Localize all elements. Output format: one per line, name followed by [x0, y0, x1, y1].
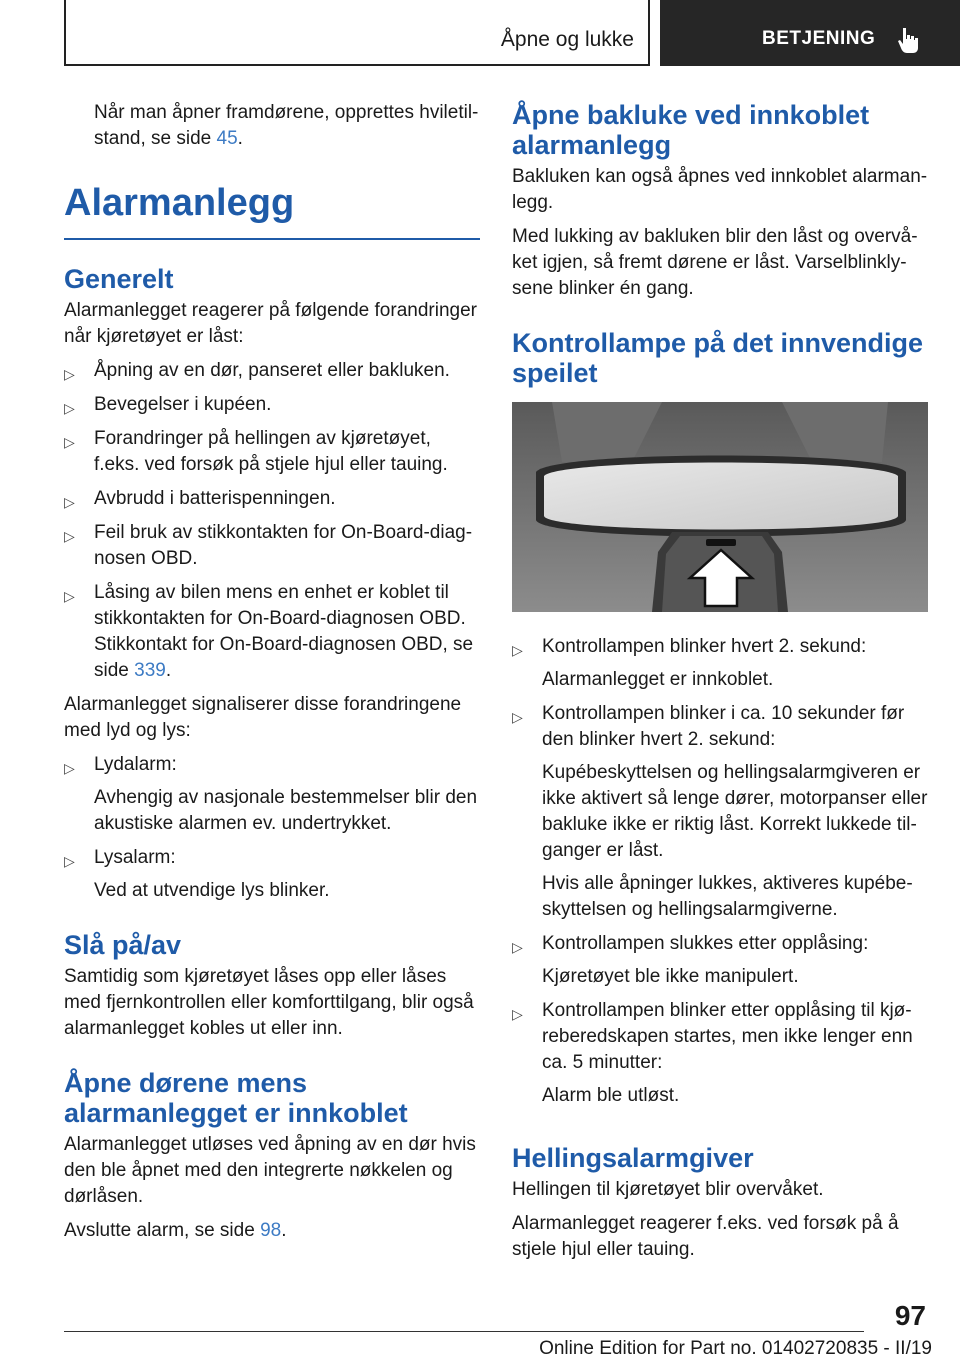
- list-item-description: Hvis alle åpninger lukkes, aktiveres kupébe‐skyttelsen og hellingsalarmgiverne.: [542, 873, 913, 920]
- avslutte-alarm-text-end: .: [281, 1220, 287, 1241]
- list-item-description: Alarm ble utløst.: [542, 1085, 680, 1106]
- avslutte-alarm-text: Avslutte alarm, se side: [64, 1220, 261, 1241]
- list-item: [64, 752, 480, 837]
- bullet-triangle-icon: ▷: [512, 642, 523, 658]
- list-item-text: Bevegelser i kupéen.: [94, 394, 272, 415]
- list-item-label: Lysalarm:: [94, 847, 176, 868]
- list-item: [64, 520, 480, 572]
- list-item: [512, 998, 928, 1109]
- list-item-description: Ved at utvendige lys blinker.: [94, 880, 330, 901]
- section-heading-kontrollampe: Kontrollampe på det innvendige speilet: [512, 328, 924, 388]
- helling-paragraph-2: Alarmanlegget reagerer f.eks. ved forsøk på å stjele hjul eller tauing.: [512, 1213, 899, 1260]
- list-item: [64, 845, 480, 904]
- section-helling: [512, 1143, 928, 1263]
- page-link-339[interactable]: 339: [134, 660, 166, 681]
- avslutte-alarm-paragraph: [64, 1218, 480, 1244]
- apne-dorene-paragraph: Alarmanlegget utløses ved åpning av en dør hvis den ble åpnet med den integrerte nøkkelen og dørlåsen.: [64, 1134, 476, 1207]
- list-item: [64, 426, 480, 478]
- header-divider: [648, 0, 650, 66]
- right-column: [512, 100, 928, 1271]
- bullet-triangle-icon: ▷: [512, 939, 523, 955]
- list-item: [64, 580, 480, 684]
- list-item-label: Lydalarm:: [94, 754, 177, 775]
- intro-text-end: .: [237, 128, 243, 149]
- page-link-98[interactable]: 98: [260, 1220, 282, 1241]
- list-item: [64, 358, 480, 384]
- list-item: [64, 486, 480, 512]
- list-item-text: Forandringer på hellingen av kjøretøyet, f.eks. ved forsøk på stjele hjul eller tauing.: [94, 428, 448, 475]
- list-item-label: Kontrollampen blinker etter opplåsing til kjø‐reberedskapen startes, men ikke lenger enn ca. 5 minutter:: [542, 1000, 913, 1073]
- intro-text: Når man åpner framdørene, opprettes hviletil‐stand, se side: [94, 102, 479, 149]
- section-kontrollampe: [512, 328, 928, 1109]
- change-list: [64, 358, 480, 684]
- pointing-hand-icon: [896, 26, 922, 54]
- signal-intro: Alarmanlegget signaliserer disse forandringene med lyd og lys:: [64, 694, 462, 741]
- bakluke-paragraph-1: Bakluken kan også åpnes ved innkoblet alarman‐legg.: [512, 166, 928, 213]
- list-item-description: Kupébeskyttelsen og hellingsalarmgiveren er ikke aktivert så lenge dører, motorpanser eller bakluke ikke er riktig låst. Korrekt lukkede til‐ganger er låst.: [542, 762, 928, 861]
- list-item-description: Avhengig av nasjonale bestemmelser blir den akustiske alarmen ev. undertrykket.: [94, 787, 478, 834]
- bullet-triangle-icon: ▷: [64, 434, 75, 450]
- section-sla: [64, 930, 480, 1042]
- list-item-text: Låsing av bilen mens en enhet er koblet til stikkontakten for On-Board-diagnosen OBD. Stikkontakt for On-Board-diagnosen OBD, se side: [94, 582, 474, 681]
- list-item: [512, 701, 928, 923]
- header-section-title: Åpne og lukke: [500, 28, 634, 51]
- sla-paragraph: Samtidig som kjøretøyet låses opp eller låses med fjernkontrollen eller komforttilgang, blir også alarmanlegget kobles ut eller inn.: [64, 966, 474, 1039]
- section-heading-apne-dorene: Åpne dørene mens alarmanlegget er innkoblet: [64, 1068, 408, 1128]
- section-apne-dorene: [64, 1068, 480, 1244]
- list-item-description: Alarmanlegget er innkoblet.: [542, 669, 774, 690]
- edition-footer: Online Edition for Part no. 01402720835 - II/19: [539, 1338, 932, 1359]
- bullet-triangle-icon: ▷: [64, 588, 75, 604]
- bullet-triangle-icon: ▷: [512, 709, 523, 725]
- chapter-tab-label: BETJENING: [762, 28, 876, 49]
- bullet-triangle-icon: ▷: [64, 853, 75, 869]
- list-item-label: Kontrollampen blinker hvert 2. sekund:: [542, 636, 867, 657]
- bullet-triangle-icon: ▷: [512, 1006, 523, 1022]
- footer-rule: [64, 1331, 864, 1332]
- section-heading-sla: Slå på/av: [64, 930, 182, 960]
- alarm-type-list: [64, 752, 480, 904]
- chapter-heading-rule: [64, 238, 480, 240]
- list-item-label: Kontrollampen slukkes etter opplåsing:: [542, 933, 869, 954]
- list-item: [512, 634, 928, 693]
- list-item-description: Kjøretøyet ble ikke manipulert.: [542, 966, 799, 987]
- bullet-triangle-icon: ▷: [64, 400, 75, 416]
- chapter-tab: [660, 0, 960, 66]
- header-bottom-rule: [64, 64, 650, 66]
- page-link-45[interactable]: 45: [216, 128, 238, 149]
- bakluke-paragraph-2: Med lukking av bakluken blir den låst og overvå‐ket igjen, så fremt dørene er låst. Varselblinkly‐sene blinker én gang.: [512, 226, 918, 299]
- list-item-text-end: .: [165, 660, 172, 681]
- intro-paragraph: [64, 100, 480, 152]
- lamp-status-list: [512, 634, 928, 1109]
- bullet-triangle-icon: ▷: [64, 494, 75, 510]
- list-item-text: Åpning av en dør, panseret eller bakluken.: [94, 360, 450, 381]
- rearview-mirror-illustration: [512, 402, 928, 612]
- generelt-intro: Alarmanlegget reagerer på følgende forandringer når kjøretøyet er låst:: [64, 300, 477, 347]
- header-left-rule: [64, 0, 66, 66]
- list-item: [512, 931, 928, 990]
- bullet-triangle-icon: ▷: [64, 366, 75, 382]
- list-item-text: Feil bruk av stikkontakten for On-Board-diag‐nosen OBD.: [94, 522, 473, 569]
- chapter-heading: Alarmanlegg: [64, 182, 295, 224]
- section-heading-helling: Hellingsalarmgiver: [512, 1143, 754, 1173]
- section-heading-generelt: Generelt: [64, 264, 174, 294]
- section-heading-bakluke: Åpne bakluke ved innkoblet alarmanlegg: [512, 100, 870, 160]
- list-item: [64, 392, 480, 418]
- list-item-text: Avbrudd i batterispenningen.: [94, 488, 336, 509]
- bullet-triangle-icon: ▷: [64, 760, 75, 776]
- page-number: 97: [894, 1300, 926, 1331]
- bullet-triangle-icon: ▷: [64, 528, 75, 544]
- left-column: [64, 100, 480, 1252]
- list-item-label: Kontrollampen blinker i ca. 10 sekunder før den blinker hvert 2. sekund:: [542, 703, 905, 750]
- helling-paragraph-1: Hellingen til kjøretøyet blir overvåket.: [512, 1179, 824, 1200]
